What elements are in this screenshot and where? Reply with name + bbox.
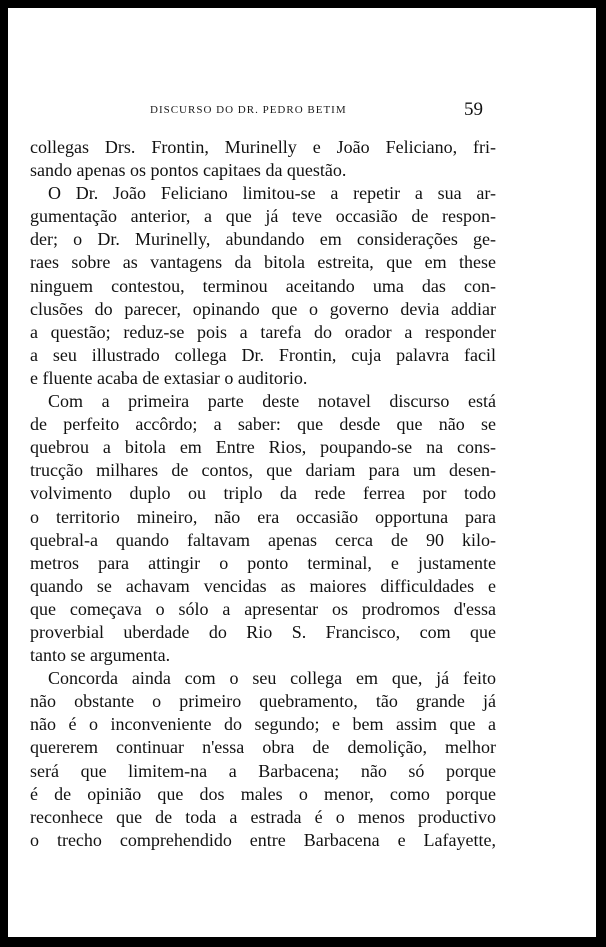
- text-line: o territorio mineiro, não era occasião opportuna para: [30, 506, 496, 527]
- text-line: quando se achavam vencidas as maiores difficuldades e: [30, 575, 496, 596]
- text-line: collegas Drs. Frontin, Murinelly e João Feliciano, fri-: [30, 137, 496, 157]
- text-line: quebral-a quando faltavam apenas cerca de 90 kilo-: [30, 529, 496, 550]
- text-line: a seu illustrado collega Dr. Frontin, cuja palavra facil: [30, 344, 496, 365]
- book-page: [8, 8, 596, 937]
- text-line: quererem continuar n'essa obra de demolição, melhor: [30, 737, 496, 758]
- text-line: tanto se argumenta.: [30, 645, 171, 666]
- text-line: trucção milhares de contos, que dariam para um desen-: [30, 460, 496, 481]
- text-line: será que limitem-na a Barbacena; não só porque: [30, 760, 496, 781]
- text-line: o trecho comprehendido entre Barbacena e Lafayette,: [30, 829, 496, 850]
- text-line: O Dr. João Feliciano limitou-se a repetir a sua ar-: [48, 183, 496, 204]
- text-line: quebrou a bitola em Entre Rios, poupando-se na cons-: [30, 437, 496, 458]
- text-line: não é o inconveniente do segundo; e bem assim que a: [30, 714, 496, 735]
- text-line: Concorda ainda com o seu collega em que, já feito: [48, 668, 496, 689]
- text-line: volvimento duplo ou triplo da rede ferrea por todo: [30, 483, 496, 504]
- text-line: é de opinião que dos males o menor, como porque: [30, 783, 496, 804]
- text-line: que começava o sólo a apresentar os prodromos d'essa: [30, 598, 496, 619]
- body-text: [30, 136, 496, 852]
- text-line: raes sobre as vantagens da bitola estreita, que em these: [30, 252, 496, 273]
- text-line: Com a primeira parte deste notavel discurso está: [48, 391, 496, 412]
- text-line: a questão; reduz-se pois a tarefa do orador a responder: [30, 321, 496, 342]
- text-line: gumentação anterior, a que já teve occasião de respon-: [30, 206, 496, 227]
- page-number: 59: [464, 99, 483, 120]
- running-head: DISCURSO DO DR. PEDRO BETIM: [150, 104, 347, 116]
- text-line: não obstante o primeiro quebramento, tão grande já: [30, 691, 496, 712]
- text-line: sando apenas os pontos capitaes da questão.: [30, 160, 347, 181]
- text-line: ninguem contestou, terminou aceitando uma das con-: [30, 275, 496, 296]
- text-line: metros para attingir o ponto terminal, e justamente: [30, 552, 496, 573]
- text-line: der; o Dr. Murinelly, abundando em considerações ge-: [30, 229, 496, 250]
- text-line: de perfeito accôrdo; a saber: que desde que não se: [30, 414, 496, 435]
- text-line: clusões do parecer, opinando que o governo devia addiar: [30, 298, 496, 319]
- text-line: reconhece que de toda a estrada é o menos productivo: [30, 806, 496, 827]
- text-line: proverbial uberdade do Rio S. Francisco, com que: [30, 621, 496, 642]
- text-line: e fluente acaba de extasiar o auditorio.: [30, 367, 308, 388]
